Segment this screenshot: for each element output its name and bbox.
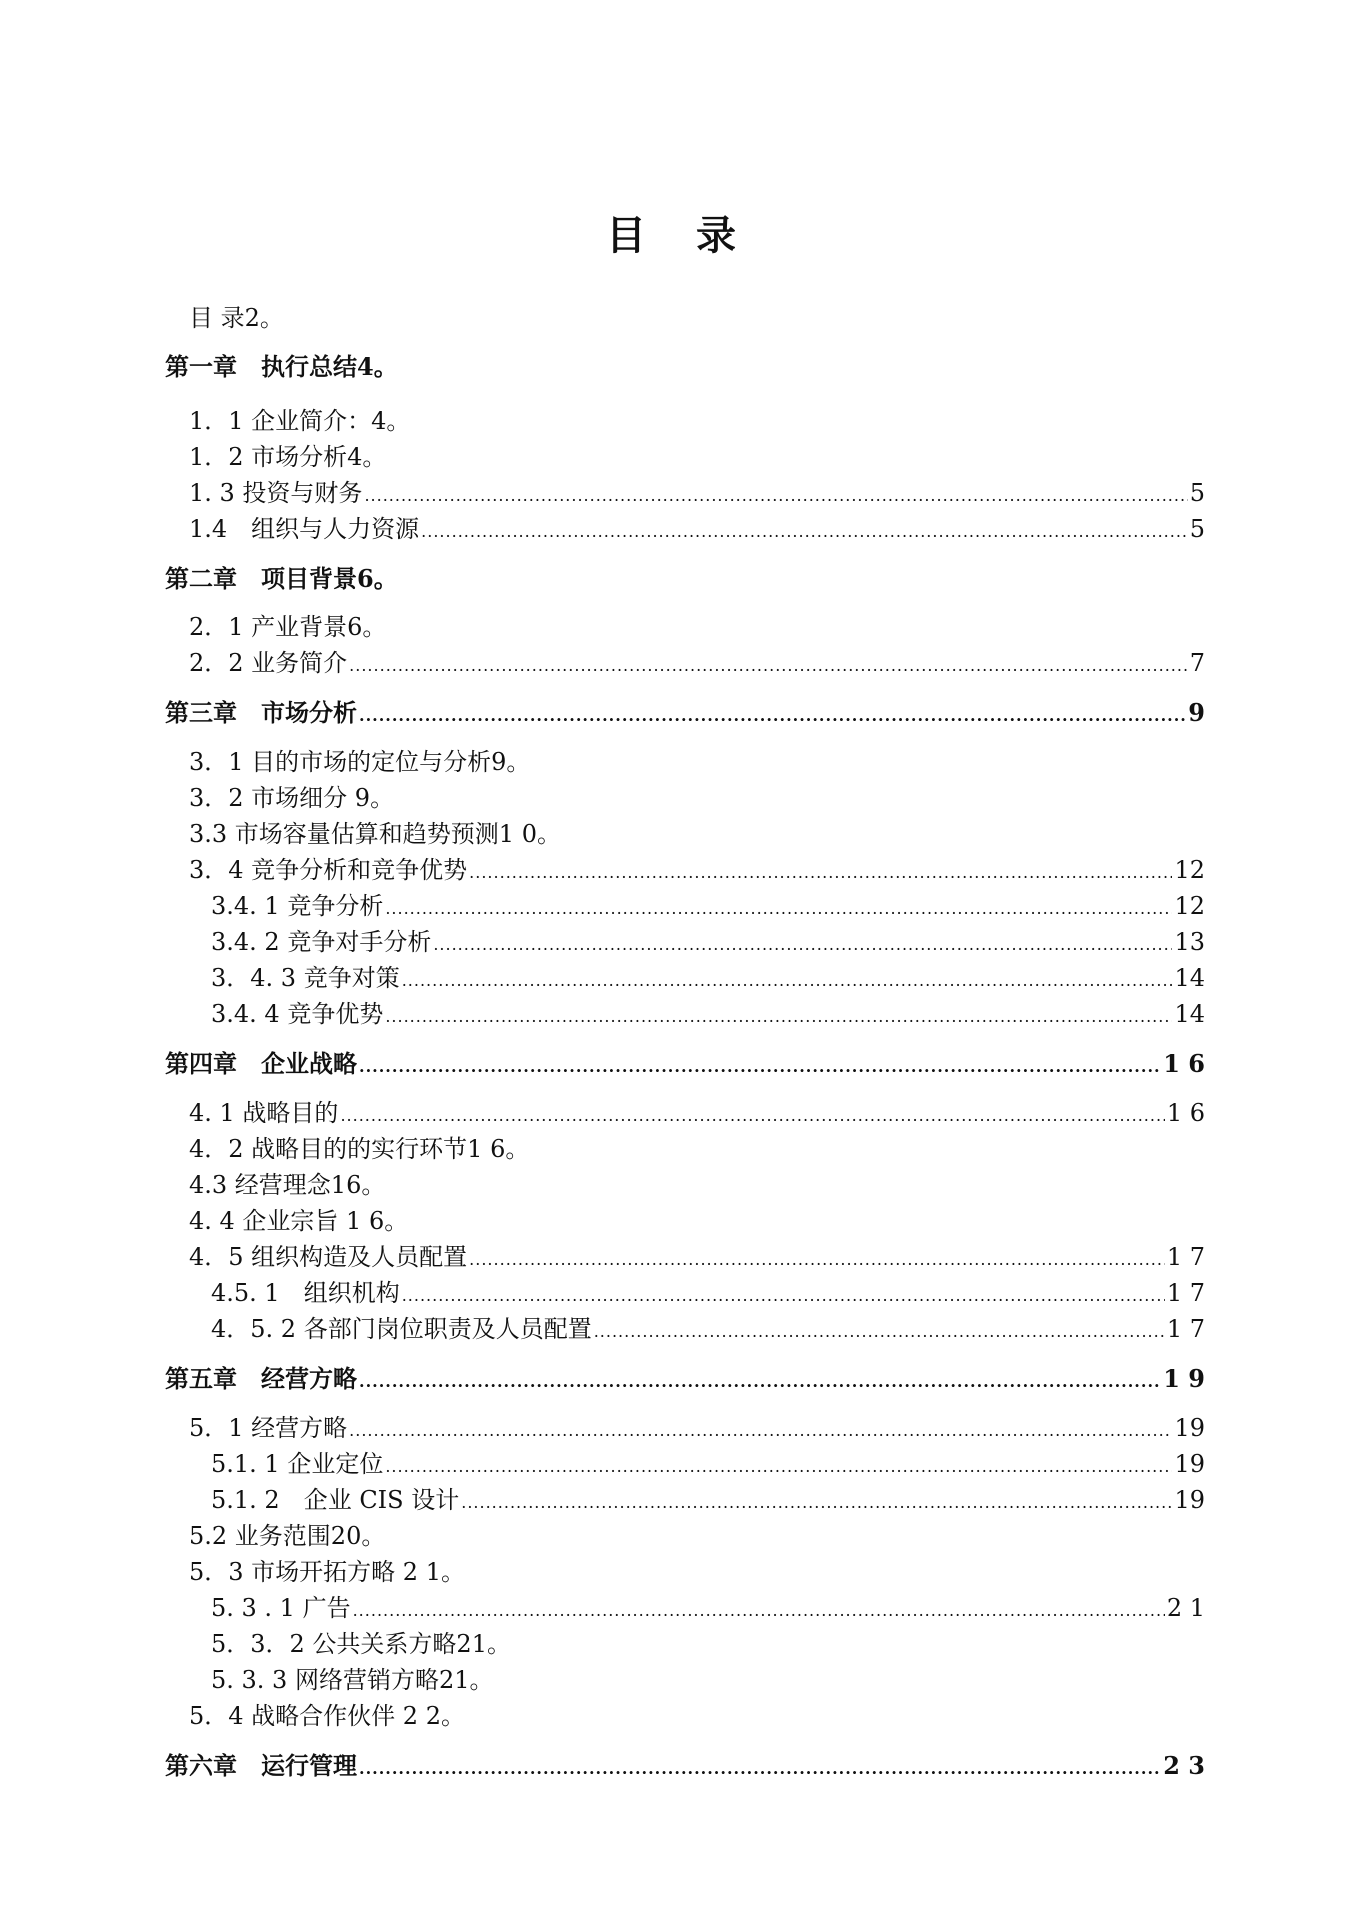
toc-entry-text: 5.1. 1 企业定位 bbox=[211, 1450, 384, 1478]
toc-chapter-entry[interactable] bbox=[165, 1048, 1205, 1080]
toc-entry[interactable] bbox=[189, 1412, 1205, 1444]
toc-entry[interactable] bbox=[189, 1241, 1205, 1273]
toc-entry-text: 第五章 经营方略 bbox=[165, 1364, 357, 1393]
toc-entry-text: 4.5. 1 组织机构 bbox=[211, 1279, 400, 1307]
toc-entry-text: 第二章 项目背景6。 bbox=[165, 564, 398, 593]
toc-page-number: 12 bbox=[1174, 892, 1205, 920]
toc-entry-text: 5. 3. 3 网络营销方略21。 bbox=[211, 1666, 494, 1694]
toc-entry[interactable] bbox=[189, 1700, 1205, 1732]
toc-page-number: 1 6 bbox=[1166, 1099, 1205, 1127]
toc-page-number: 9 bbox=[1188, 698, 1205, 727]
toc-entry-text: 3．4 竞争分析和竞争优势 bbox=[189, 856, 468, 884]
toc-entry[interactable] bbox=[189, 854, 1205, 886]
toc-entry-text: 4．2 战略目的的实行环节1 6。 bbox=[189, 1135, 530, 1163]
toc-entry[interactable] bbox=[189, 611, 1205, 643]
toc-entry[interactable] bbox=[211, 1628, 1205, 1660]
toc-dot-leader bbox=[359, 1753, 1161, 1785]
toc-dot-leader bbox=[359, 1051, 1161, 1083]
toc-entry[interactable] bbox=[189, 302, 1205, 334]
toc-entry-text: 4. 4 企业宗旨 1 6。 bbox=[189, 1207, 409, 1235]
toc-entry[interactable] bbox=[211, 1664, 1205, 1696]
toc-dot-leader bbox=[353, 1595, 1165, 1627]
toc-page-number: 1 7 bbox=[1166, 1243, 1205, 1271]
toc-entry-text: 5.2 业务范围20。 bbox=[189, 1522, 386, 1550]
toc-page-number: 7 bbox=[1189, 649, 1205, 677]
toc-entry-text: 第六章 运行管理 bbox=[165, 1751, 357, 1780]
toc-page-number: 1 9 bbox=[1163, 1364, 1205, 1393]
toc-entry[interactable] bbox=[189, 405, 1205, 437]
toc-entry[interactable] bbox=[189, 647, 1205, 679]
toc-entry[interactable] bbox=[211, 1277, 1205, 1309]
toc-entry-text: 3.4. 2 竞争对手分析 bbox=[211, 928, 432, 956]
toc-dot-leader bbox=[433, 929, 1172, 961]
toc-entry-text: 5．1 经营方略 bbox=[189, 1414, 348, 1442]
toc-dot-leader bbox=[340, 1100, 1164, 1132]
toc-dot-leader bbox=[364, 480, 1187, 512]
toc-entry[interactable] bbox=[211, 890, 1205, 922]
toc-dot-leader bbox=[421, 516, 1188, 548]
toc-entry-text: 4.3 经营理念16。 bbox=[189, 1171, 386, 1199]
toc-entry[interactable] bbox=[189, 477, 1205, 509]
toc-dot-leader bbox=[385, 893, 1172, 925]
toc-entry-text: 5．3．2 公共关系方略21。 bbox=[211, 1630, 511, 1658]
toc-page-number: 1 6 bbox=[1163, 1049, 1205, 1078]
toc-entry-text: 2．2 业务简介 bbox=[189, 649, 348, 677]
toc-entry[interactable] bbox=[189, 1133, 1205, 1165]
toc-entry[interactable] bbox=[189, 746, 1205, 778]
toc-entry-text: 3.4. 1 竞争分析 bbox=[211, 892, 384, 920]
toc-entry[interactable] bbox=[189, 1205, 1205, 1237]
toc-page-number: 2 3 bbox=[1163, 1751, 1205, 1780]
toc-entry-text: 1.4 组织与人力资源 bbox=[189, 515, 420, 543]
toc-dot-leader bbox=[594, 1316, 1165, 1348]
toc-entry[interactable] bbox=[211, 1448, 1205, 1480]
toc-entry[interactable] bbox=[189, 782, 1205, 814]
toc-entry-text: 第四章 企业战略 bbox=[165, 1049, 357, 1078]
toc-dot-leader bbox=[359, 700, 1186, 732]
toc-entry[interactable] bbox=[211, 1484, 1205, 1516]
toc-entry-text: 3.4. 4 竞争优势 bbox=[211, 1000, 384, 1028]
toc-page-number: 19 bbox=[1174, 1486, 1205, 1514]
toc-entry[interactable] bbox=[211, 1313, 1205, 1345]
toc-page-number: 14 bbox=[1174, 964, 1205, 992]
toc-page-number: 12 bbox=[1174, 856, 1205, 884]
toc-entry-text: 3．1 目的市场的定位与分析9。 bbox=[189, 748, 531, 776]
toc-entry[interactable] bbox=[189, 441, 1205, 473]
toc-entry-text: 4．5 组织构造及人员配置 bbox=[189, 1243, 468, 1271]
toc-page-number: 1 7 bbox=[1166, 1315, 1205, 1343]
toc-entry-text: 第三章 市场分析 bbox=[165, 698, 357, 727]
toc-entry-text: 第一章 执行总结4。 bbox=[165, 352, 398, 381]
toc-chapter-entry[interactable] bbox=[165, 351, 1205, 383]
toc-page-number: 19 bbox=[1174, 1450, 1205, 1478]
toc-page-number: 5 bbox=[1189, 515, 1205, 543]
toc-entry-text: 5. 3 . 1 广告 bbox=[211, 1594, 351, 1622]
toc-dot-leader bbox=[402, 965, 1173, 997]
toc-entry-text: 1．2 市场分析4。 bbox=[189, 443, 387, 471]
toc-page-number: 19 bbox=[1174, 1414, 1205, 1442]
toc-entry[interactable] bbox=[189, 513, 1205, 545]
toc-dot-leader bbox=[385, 1001, 1172, 1033]
toc-entry[interactable] bbox=[189, 1556, 1205, 1588]
toc-chapter-entry[interactable] bbox=[165, 563, 1205, 595]
toc-entry-text: 5．4 战略合作伙伴 2 2。 bbox=[189, 1702, 465, 1730]
toc-entry-text: 3.3 市场容量估算和趋势预测1 0。 bbox=[189, 820, 561, 848]
toc-page-number: 1 7 bbox=[1166, 1279, 1205, 1307]
toc-page-number: 5 bbox=[1189, 479, 1205, 507]
toc-page-number: 2 1 bbox=[1166, 1594, 1205, 1622]
toc-page-number: 13 bbox=[1174, 928, 1205, 956]
toc-chapter-entry[interactable] bbox=[165, 697, 1205, 729]
toc-dot-leader bbox=[385, 1451, 1172, 1483]
toc-entry-text: 5.1. 2 企业 CIS 设计 bbox=[211, 1486, 460, 1514]
toc-dot-leader bbox=[469, 857, 1172, 889]
toc-page-number: 14 bbox=[1174, 1000, 1205, 1028]
toc-dot-leader bbox=[461, 1487, 1172, 1519]
toc-dot-leader bbox=[402, 1280, 1165, 1312]
toc-entry[interactable] bbox=[211, 926, 1205, 958]
toc-dot-leader bbox=[359, 1366, 1161, 1398]
toc-entry-text: 5．3 市场开拓方略 2 1。 bbox=[189, 1558, 465, 1586]
toc-entry-text: 4. 1 战略目的 bbox=[189, 1099, 339, 1127]
toc-entry-text: 1．1 企业简介：4。 bbox=[189, 407, 411, 435]
toc-entry[interactable] bbox=[189, 1169, 1205, 1201]
toc-chapter-entry[interactable] bbox=[165, 1363, 1205, 1395]
toc-entry-text: 4．5. 2 各部门岗位职责及人员配置 bbox=[211, 1315, 592, 1343]
toc-entry-text: 目 录2。 bbox=[189, 304, 284, 332]
page-title: 目 录 bbox=[606, 212, 754, 259]
toc-entry-text: 3．2 市场细分 9。 bbox=[189, 784, 395, 812]
toc-dot-leader bbox=[349, 650, 1188, 682]
toc-dot-leader bbox=[349, 1415, 1172, 1447]
toc-dot-leader bbox=[469, 1244, 1165, 1276]
toc-entry[interactable] bbox=[211, 1592, 1205, 1624]
toc-entry[interactable] bbox=[211, 962, 1205, 994]
toc-entry[interactable] bbox=[189, 1520, 1205, 1552]
toc-entry-text: 1. 3 投资与财务 bbox=[189, 479, 363, 507]
toc-entry-text: 2．1 产业背景6。 bbox=[189, 613, 387, 641]
toc-entry[interactable] bbox=[211, 998, 1205, 1030]
toc-chapter-entry[interactable] bbox=[165, 1750, 1205, 1782]
toc-entry[interactable] bbox=[189, 818, 1205, 850]
toc-entry-text: 3．4. 3 竞争对策 bbox=[211, 964, 400, 992]
toc-entry[interactable] bbox=[189, 1097, 1205, 1129]
